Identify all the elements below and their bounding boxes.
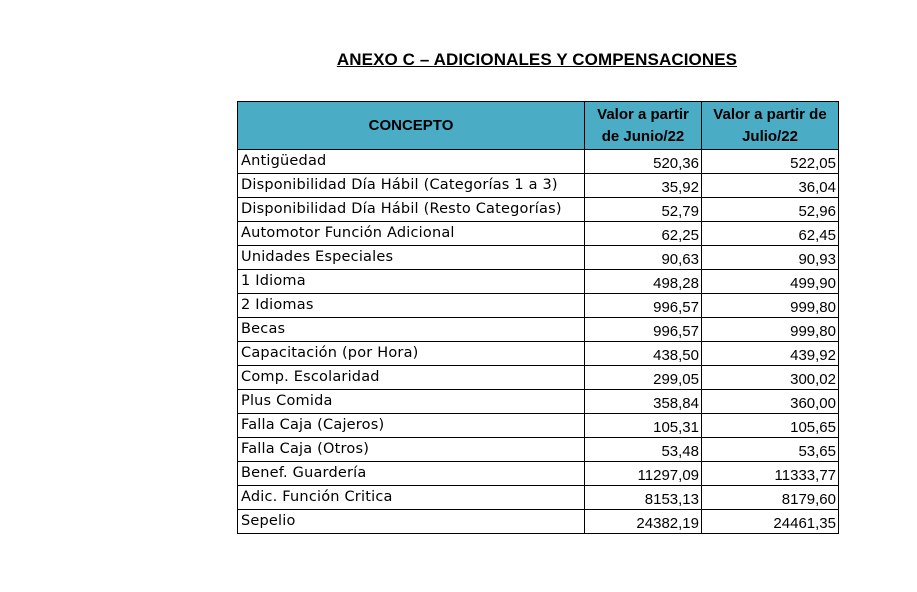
header-concept: CONCEPTO bbox=[238, 102, 585, 150]
table-row bbox=[238, 294, 839, 318]
july-value-cell: 11333,77 bbox=[702, 462, 839, 486]
june-value-cell: 438,50 bbox=[585, 342, 702, 366]
table-row bbox=[238, 414, 839, 438]
july-value-cell: 522,05 bbox=[702, 150, 839, 174]
june-value-cell: 53,48 bbox=[585, 438, 702, 462]
concept-cell: Adic. Función Critica bbox=[238, 486, 585, 510]
july-value-cell: 62,45 bbox=[702, 222, 839, 246]
table-row bbox=[238, 342, 839, 366]
header-july-line1: Valor a partir de bbox=[713, 105, 827, 123]
table-row bbox=[238, 366, 839, 390]
june-value-cell: 105,31 bbox=[585, 414, 702, 438]
table-row bbox=[238, 270, 839, 294]
june-value-cell: 52,79 bbox=[585, 198, 702, 222]
july-value-cell: 499,90 bbox=[702, 270, 839, 294]
june-value-cell: 498,28 bbox=[585, 270, 702, 294]
june-value-cell: 62,25 bbox=[585, 222, 702, 246]
header-june-line1: Valor a partir bbox=[597, 105, 689, 123]
concept-cell: Disponibilidad Día Hábil (Resto Categorías) bbox=[238, 198, 585, 222]
table-row bbox=[238, 318, 839, 342]
concept-cell: Sepelio bbox=[238, 510, 585, 534]
concept-cell: Falla Caja (Cajeros) bbox=[238, 414, 585, 438]
june-value-cell: 996,57 bbox=[585, 294, 702, 318]
july-value-cell: 300,02 bbox=[702, 366, 839, 390]
header-july bbox=[702, 102, 839, 150]
june-value-cell: 8153,13 bbox=[585, 486, 702, 510]
concept-cell: Disponibilidad Día Hábil (Categorías 1 a 3) bbox=[238, 174, 585, 198]
table-row bbox=[238, 486, 839, 510]
june-value-cell: 24382,19 bbox=[585, 510, 702, 534]
july-value-cell: 52,96 bbox=[702, 198, 839, 222]
header-july-line2: Julio/22 bbox=[742, 127, 798, 145]
table-row bbox=[238, 174, 839, 198]
table-body bbox=[238, 150, 839, 534]
july-value-cell: 8179,60 bbox=[702, 486, 839, 510]
table-row bbox=[238, 222, 839, 246]
concept-cell: Becas bbox=[238, 318, 585, 342]
table-row bbox=[238, 390, 839, 414]
table-row bbox=[238, 510, 839, 534]
concept-cell: 2 Idiomas bbox=[238, 294, 585, 318]
concept-cell: Plus Comida bbox=[238, 390, 585, 414]
table-header bbox=[238, 102, 839, 150]
concept-cell: 1 Idioma bbox=[238, 270, 585, 294]
header-june-line2: de Junio/22 bbox=[601, 127, 685, 145]
july-value-cell: 105,65 bbox=[702, 414, 839, 438]
document-title: ANEXO C – ADICIONALES Y COMPENSACIONES bbox=[336, 50, 738, 69]
concept-cell: Unidades Especiales bbox=[238, 246, 585, 270]
concept-cell: Benef. Guardería bbox=[238, 462, 585, 486]
june-value-cell: 90,63 bbox=[585, 246, 702, 270]
table-row bbox=[238, 462, 839, 486]
table-row bbox=[238, 438, 839, 462]
june-value-cell: 358,84 bbox=[585, 390, 702, 414]
concept-cell: Antigüedad bbox=[238, 150, 585, 174]
concept-cell: Comp. Escolaridad bbox=[238, 366, 585, 390]
july-value-cell: 36,04 bbox=[702, 174, 839, 198]
july-value-cell: 439,92 bbox=[702, 342, 839, 366]
table-row bbox=[238, 246, 839, 270]
concept-cell: Falla Caja (Otros) bbox=[238, 438, 585, 462]
june-value-cell: 35,92 bbox=[585, 174, 702, 198]
header-row bbox=[238, 102, 839, 150]
table-row bbox=[238, 198, 839, 222]
june-value-cell: 11297,09 bbox=[585, 462, 702, 486]
june-value-cell: 996,57 bbox=[585, 318, 702, 342]
july-value-cell: 999,80 bbox=[702, 294, 839, 318]
july-value-cell: 53,65 bbox=[702, 438, 839, 462]
concept-cell: Automotor Función Adicional bbox=[238, 222, 585, 246]
concept-cell: Capacitación (por Hora) bbox=[238, 342, 585, 366]
july-value-cell: 24461,35 bbox=[702, 510, 839, 534]
july-value-cell: 360,00 bbox=[702, 390, 839, 414]
header-june bbox=[585, 102, 702, 150]
compensation-table bbox=[237, 101, 839, 534]
june-value-cell: 520,36 bbox=[585, 150, 702, 174]
table-row bbox=[238, 150, 839, 174]
july-value-cell: 90,93 bbox=[702, 246, 839, 270]
july-value-cell: 999,80 bbox=[702, 318, 839, 342]
june-value-cell: 299,05 bbox=[585, 366, 702, 390]
